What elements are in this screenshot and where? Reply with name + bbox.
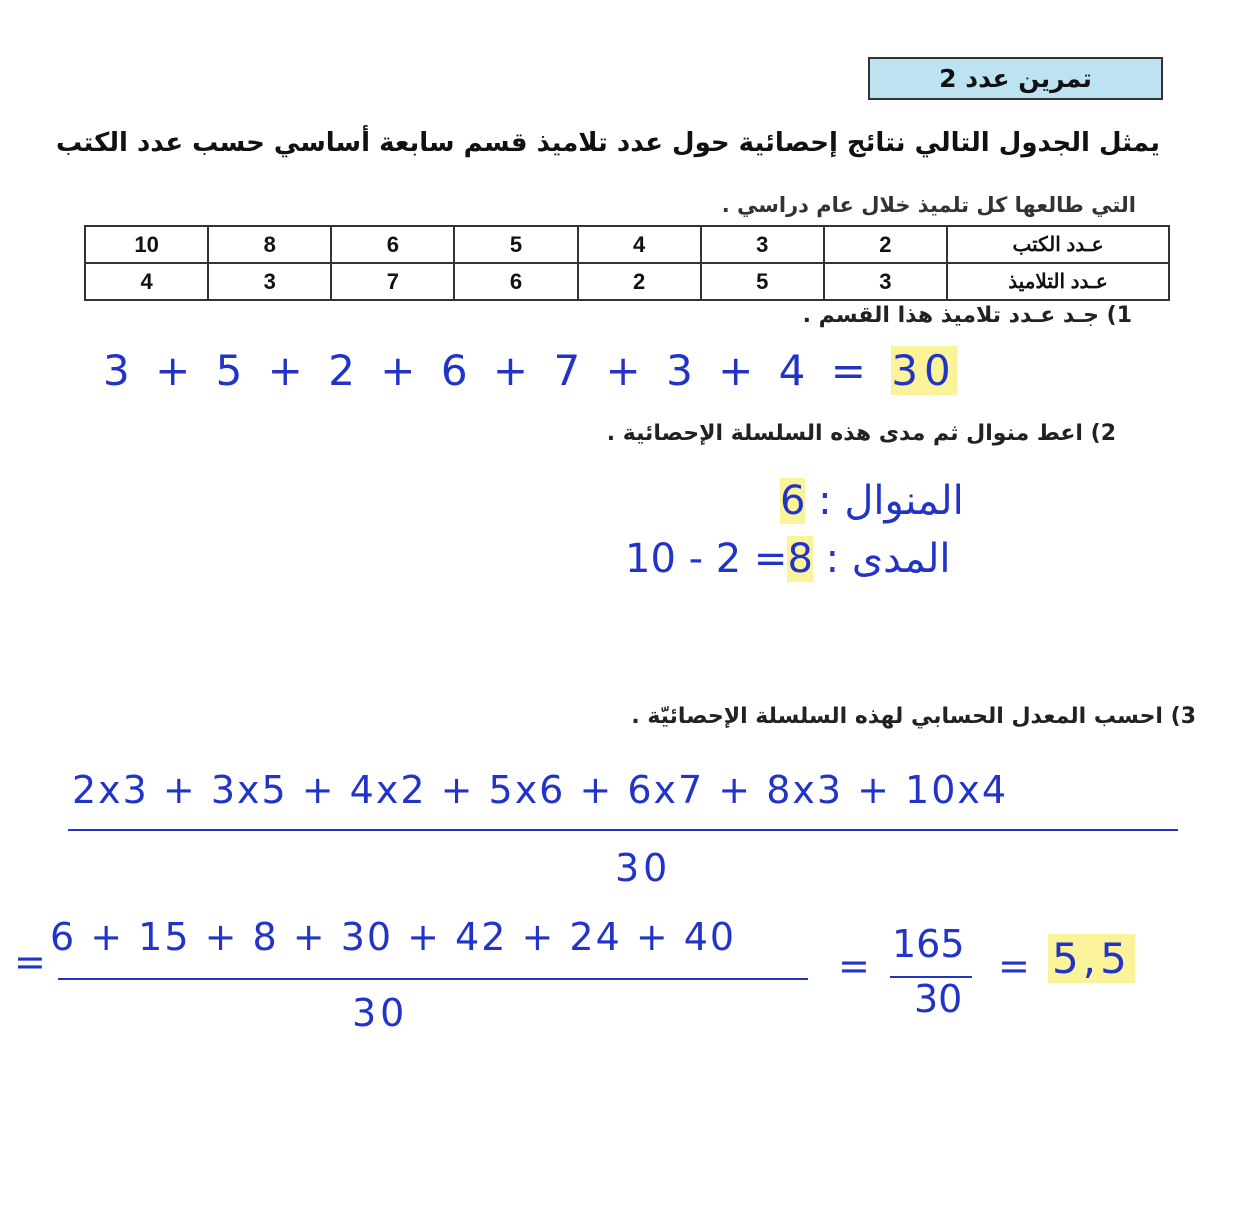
table-cell: 5 — [701, 263, 824, 300]
mode-value: 6 — [780, 478, 806, 524]
fraction-denominator: 30 — [914, 977, 963, 1021]
table-cell: 6 — [454, 263, 577, 300]
question-2: 2) اعط منوال ثم مدى هذه السلسلة الإحصائية . — [606, 421, 1116, 446]
statistics-table — [84, 225, 1170, 301]
table-cell: 5 — [454, 226, 577, 263]
mode-label: المنوال : — [818, 478, 964, 524]
table-cell: 3 — [208, 263, 331, 300]
row-label-students: عـدد التلاميذ — [947, 263, 1169, 300]
sum-numerator: 6 + 15 + 8 + 30 + 42 + 24 + 40 — [50, 915, 737, 959]
row-label-books: عـدد الكتب — [947, 226, 1169, 263]
table-cell: 2 — [824, 226, 947, 263]
table-cell: 8 — [208, 226, 331, 263]
fraction-bar — [58, 978, 808, 980]
sum-denominator: 30 — [352, 991, 409, 1035]
equals-sign: = — [838, 944, 870, 988]
table-row-books — [85, 226, 1169, 263]
table-cell: 10 — [85, 226, 208, 263]
range-value: 8 — [787, 536, 813, 582]
table-cell: 7 — [331, 263, 454, 300]
table-cell: 4 — [578, 226, 701, 263]
equals-sign: = — [14, 940, 46, 984]
mean-denominator: 30 — [615, 846, 672, 890]
table-cell: 3 — [701, 226, 824, 263]
exercise-title: تمرين عدد 2 — [868, 57, 1163, 100]
range-label: المدى : — [825, 536, 951, 582]
table-cell: 4 — [85, 263, 208, 300]
range-answer — [625, 536, 951, 582]
fraction-bar — [68, 829, 1178, 831]
mode-answer — [780, 478, 964, 524]
total-value: 30 — [891, 346, 957, 395]
table-cell: 2 — [578, 263, 701, 300]
question-3: 3) احسب المعدل الحسابي لهذه السلسلة الإحصائيّة . — [631, 704, 1196, 729]
table-row-students — [85, 263, 1169, 300]
question-1: 1) جـد عـدد تلاميذ هذا القسم . — [802, 303, 1132, 328]
table-cell: 3 — [824, 263, 947, 300]
mean-result: 5,5 — [1048, 934, 1135, 983]
total-students-answer — [103, 346, 957, 395]
intro-line-1: يمثل الجدول التالي نتائج إحصائية حول عدد تلاميذ قسم سابعة أساسي حسب عدد الكتب — [55, 128, 1160, 158]
equals-sign: = — [998, 944, 1030, 988]
fraction-numerator: 165 — [892, 922, 965, 966]
intro-line-2: التي طالعها كل تلميذ خلال عام دراسي . — [721, 193, 1136, 217]
range-expression: 10 - 2 = — [625, 536, 788, 582]
table-cell: 6 — [331, 226, 454, 263]
total-expression: 3 + 5 + 2 + 6 + 7 + 3 + 4 = — [103, 346, 872, 395]
mean-numerator: 2x3 + 3x5 + 4x2 + 5x6 + 6x7 + 8x3 + 10x4 — [72, 768, 1009, 812]
